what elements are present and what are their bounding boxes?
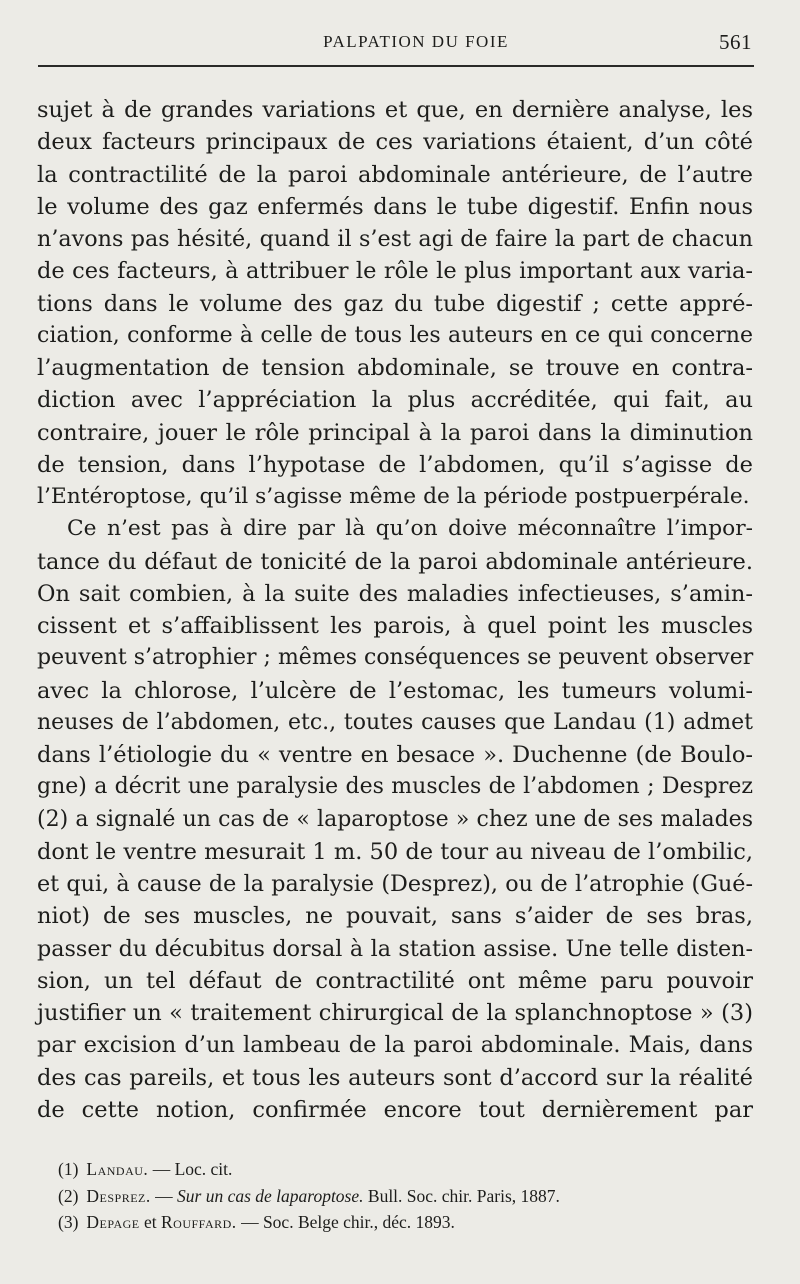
body-text	[37, 94, 753, 1126]
text-line: et qui, à cause de la paralysie (Desprez), ou de l’atrophie (Gué-	[37, 871, 753, 897]
text-line: justifier un « traitement chirurgical de la splanchnoptose » (3)	[37, 1000, 753, 1026]
text-line: Ce n’est pas à dire par là qu’on doive méconnaître l’impor-	[67, 516, 753, 542]
footnote-source: — Soc. Belge chir., déc. 1893.	[236, 1212, 455, 1232]
text-line: de ces facteurs, à attribuer le rôle le plus important aux varia-	[37, 258, 753, 285]
text-line: passer du décubitus dorsal à la station assise. Une telle disten-	[37, 935, 753, 962]
text-line: de cette notion, confirmée encore tout dernièrement par	[37, 1096, 753, 1123]
text-line: l’Entéroptose, qu’il s’agisse même de la période postpuerpérale.	[37, 484, 750, 509]
text-line: sujet à de grandes variations et que, en dernière analyse, les	[37, 97, 753, 123]
footnote	[58, 1156, 758, 1183]
footnote	[58, 1209, 758, 1236]
text-line: ciation, conforme à celle de tous les auteurs en ce qui concerne	[37, 322, 753, 348]
footnote-title: Sur un cas de laparoptose.	[177, 1185, 364, 1206]
footnote-author: Depage	[86, 1212, 140, 1232]
footnote-number: (2)	[58, 1185, 79, 1206]
footnote-number: (3)	[58, 1212, 79, 1232]
text-line: sion, un tel défaut de contractilité ont même paru pouvoir	[37, 967, 753, 994]
text-line: peuvent s’atrophier ; mêmes conséquences se peuvent observer	[37, 645, 754, 671]
text-line: (2) a signalé un cas de « laparoptose » chez une de ses malades	[37, 806, 753, 832]
text-line: cissent et s’affaiblissent les parois, à quel point les muscles	[37, 613, 753, 639]
text-line: contraire, jouer le rôle principal à la paroi dans la diminution	[37, 419, 753, 446]
footnote-author: Desprez.	[86, 1185, 151, 1206]
running-head	[40, 30, 752, 60]
text-line: niot) de ses muscles, ne pouvait, sans s’aider de ses bras,	[37, 903, 753, 930]
text-line: On sait combien, à la suite des maladies infectieuses, s’amin-	[37, 580, 753, 607]
text-line: des cas pareils, et tous les auteurs sont d’accord sur la réalité	[37, 1064, 753, 1091]
text-line: diction avec l’appréciation la plus accréditée, qui fait, au	[37, 387, 753, 414]
text-line: dont le ventre mesurait 1 m. 50 de tour au niveau de l’ombilic,	[37, 838, 753, 865]
footnote-author: Landau.	[86, 1159, 149, 1179]
text-line: neuses de l’abdomen, etc., toutes causes que Landau (1) admet	[37, 709, 753, 735]
footnote-author: Rouffard.	[161, 1212, 237, 1232]
text-line: gne) a décrit une paralysie des muscles de l’abdomen ; Desprez	[37, 774, 753, 800]
page-number: 561	[719, 30, 752, 54]
text-line: de tension, dans l’hypotase de l’abdomen, qu’il s’agisse de	[37, 451, 753, 478]
text-line: la contractilité de la paroi abdominale antérieure, de l’autre	[37, 161, 753, 188]
running-title: PALPATION DU FOIE	[323, 32, 509, 51]
text-line: avec la chlorose, l’ulcère de l’estomac, les tumeurs volumi-	[37, 677, 753, 704]
text-line: dans l’étiologie du « ventre en besace ». Duchenne (de Boulo-	[37, 742, 753, 768]
text-line: par excision d’un lambeau de la paroi abdominale. Mais, dans	[37, 1032, 753, 1059]
header-rule	[38, 65, 754, 67]
text-line: tance du défaut de tonicité de la paroi abdominale antérieure.	[37, 548, 753, 575]
footnote-source: Bull. Soc. chir. Paris, 1887.	[363, 1185, 560, 1206]
text-line: deux facteurs principaux de ces variations étaient, d’un côté	[37, 129, 753, 156]
footnote-conjunction: et	[139, 1212, 161, 1232]
footnote-number: (1)	[58, 1159, 79, 1179]
text-line: n’avons pas hésité, quand il s’est agi de faire la part de chacun	[37, 226, 753, 252]
text-line: l’augmentation de tension abdominale, se trouve en contra-	[37, 355, 753, 381]
text-line: tions dans le volume des gaz du tube digestif ; cette appré-	[37, 290, 753, 317]
footnotes	[58, 1156, 758, 1236]
text-line: le volume des gaz enfermés dans le tube digestif. Enfin nous	[37, 193, 753, 220]
footnote-source: — Loc. cit.	[148, 1159, 233, 1179]
footnote: (2) Desprez. — Sur un cas de laparoptose. Bull. Soc. chir. Paris, 1887.	[58, 1185, 560, 1206]
